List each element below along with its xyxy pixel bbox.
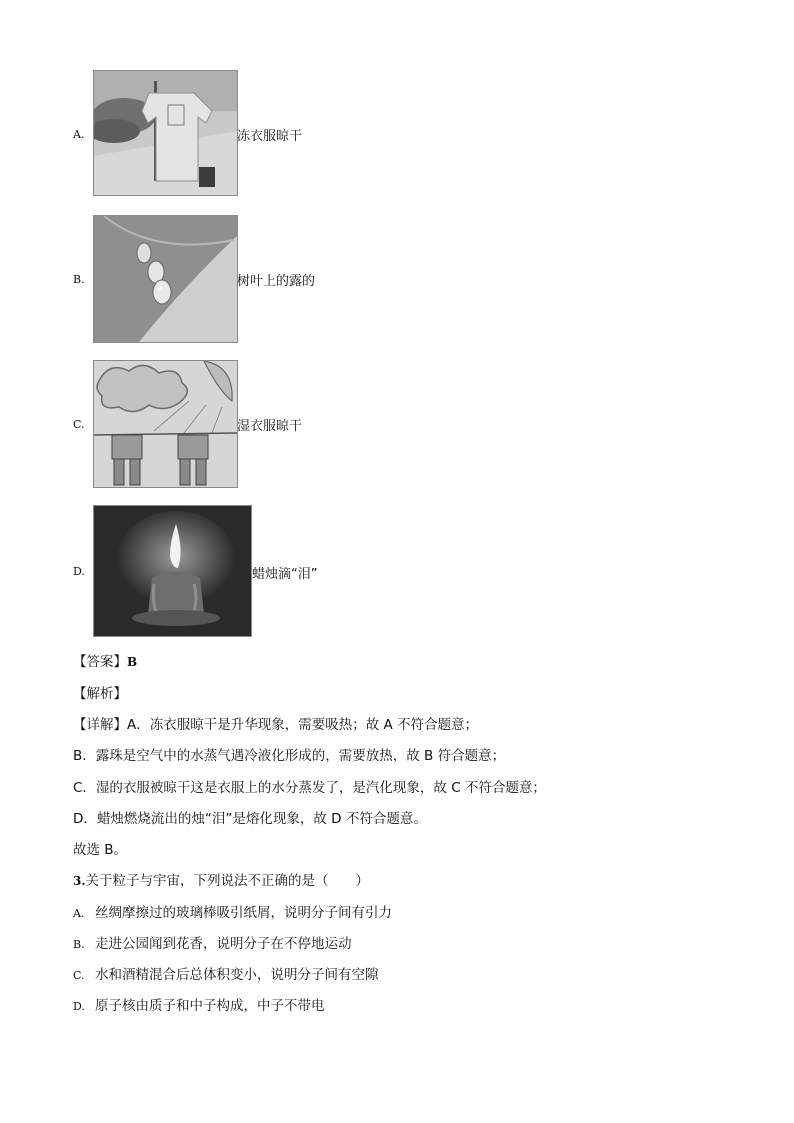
choice-letter: B. xyxy=(73,938,85,951)
question-number: 3. xyxy=(73,874,86,888)
option-letter: A. xyxy=(73,128,85,141)
option-a xyxy=(73,70,723,200)
wet-clothes-drying-drawing xyxy=(93,360,238,488)
analysis-label: 【解析】 xyxy=(73,686,127,702)
choice-text: 丝绸摩擦过的玻璃棒吸引纸屑，说明分子间有引力 xyxy=(95,905,392,921)
option-letter: D. xyxy=(73,565,85,578)
option-b xyxy=(73,215,723,345)
option-text: 蜡烛滴“泪” xyxy=(252,567,318,582)
choice-text: 走进公园闻到花香，说明分子在不停地运动 xyxy=(95,936,352,952)
option-text: 冻衣服晾干 xyxy=(237,129,303,144)
option-text: 湿衣服晾干 xyxy=(237,419,303,434)
question-3-choice-b xyxy=(73,932,352,952)
choice-letter: A. xyxy=(73,907,85,920)
choice-letter: C. xyxy=(73,969,85,982)
detail-line: D．蜡烛燃烧流出的烛“泪”是熔化现象，故 D 不符合题意。 xyxy=(73,811,427,827)
answer-label: 【答案】 xyxy=(73,654,127,670)
detail-line: C．湿的衣服被晾干这是衣服上的水分蒸发了，是汽化现象，故 C 不符合题意； xyxy=(73,780,546,796)
question-3-choice-c xyxy=(73,963,379,983)
frozen-clothes-photo xyxy=(93,70,238,196)
dew-on-leaf-photo xyxy=(93,215,238,343)
choice-text: 水和酒精混合后总体积变小，说明分子间有空隙 xyxy=(95,967,379,983)
answer-value: B xyxy=(127,655,138,669)
option-text: 树叶上的露的 xyxy=(237,274,316,289)
candle-dripping-photo xyxy=(93,505,252,637)
option-c xyxy=(73,360,723,490)
question-3-choice-a xyxy=(73,901,392,921)
question-stem: 关于粒子与宇宙，下列说法不正确的是（ ） xyxy=(85,873,370,889)
detail-line: 【详解】A．冻衣服晾干是升华现象，需要吸热；故 A 不符合题意； xyxy=(73,717,479,733)
question-3-choice-d xyxy=(73,994,325,1014)
question-3-stem xyxy=(73,869,369,889)
choice-text: 原子核由质子和中子构成，中子不带电 xyxy=(95,998,325,1014)
detail-line: B．露珠是空气中的水蒸气遇冷液化形成的，需要放热，故 B 符合题意； xyxy=(73,748,506,764)
choice-letter: D. xyxy=(73,1000,85,1013)
conclusion: 故选 B。 xyxy=(73,842,128,858)
option-letter: B. xyxy=(73,273,85,286)
option-letter: C. xyxy=(73,418,85,431)
option-d xyxy=(73,505,723,635)
answer-line xyxy=(73,650,137,670)
